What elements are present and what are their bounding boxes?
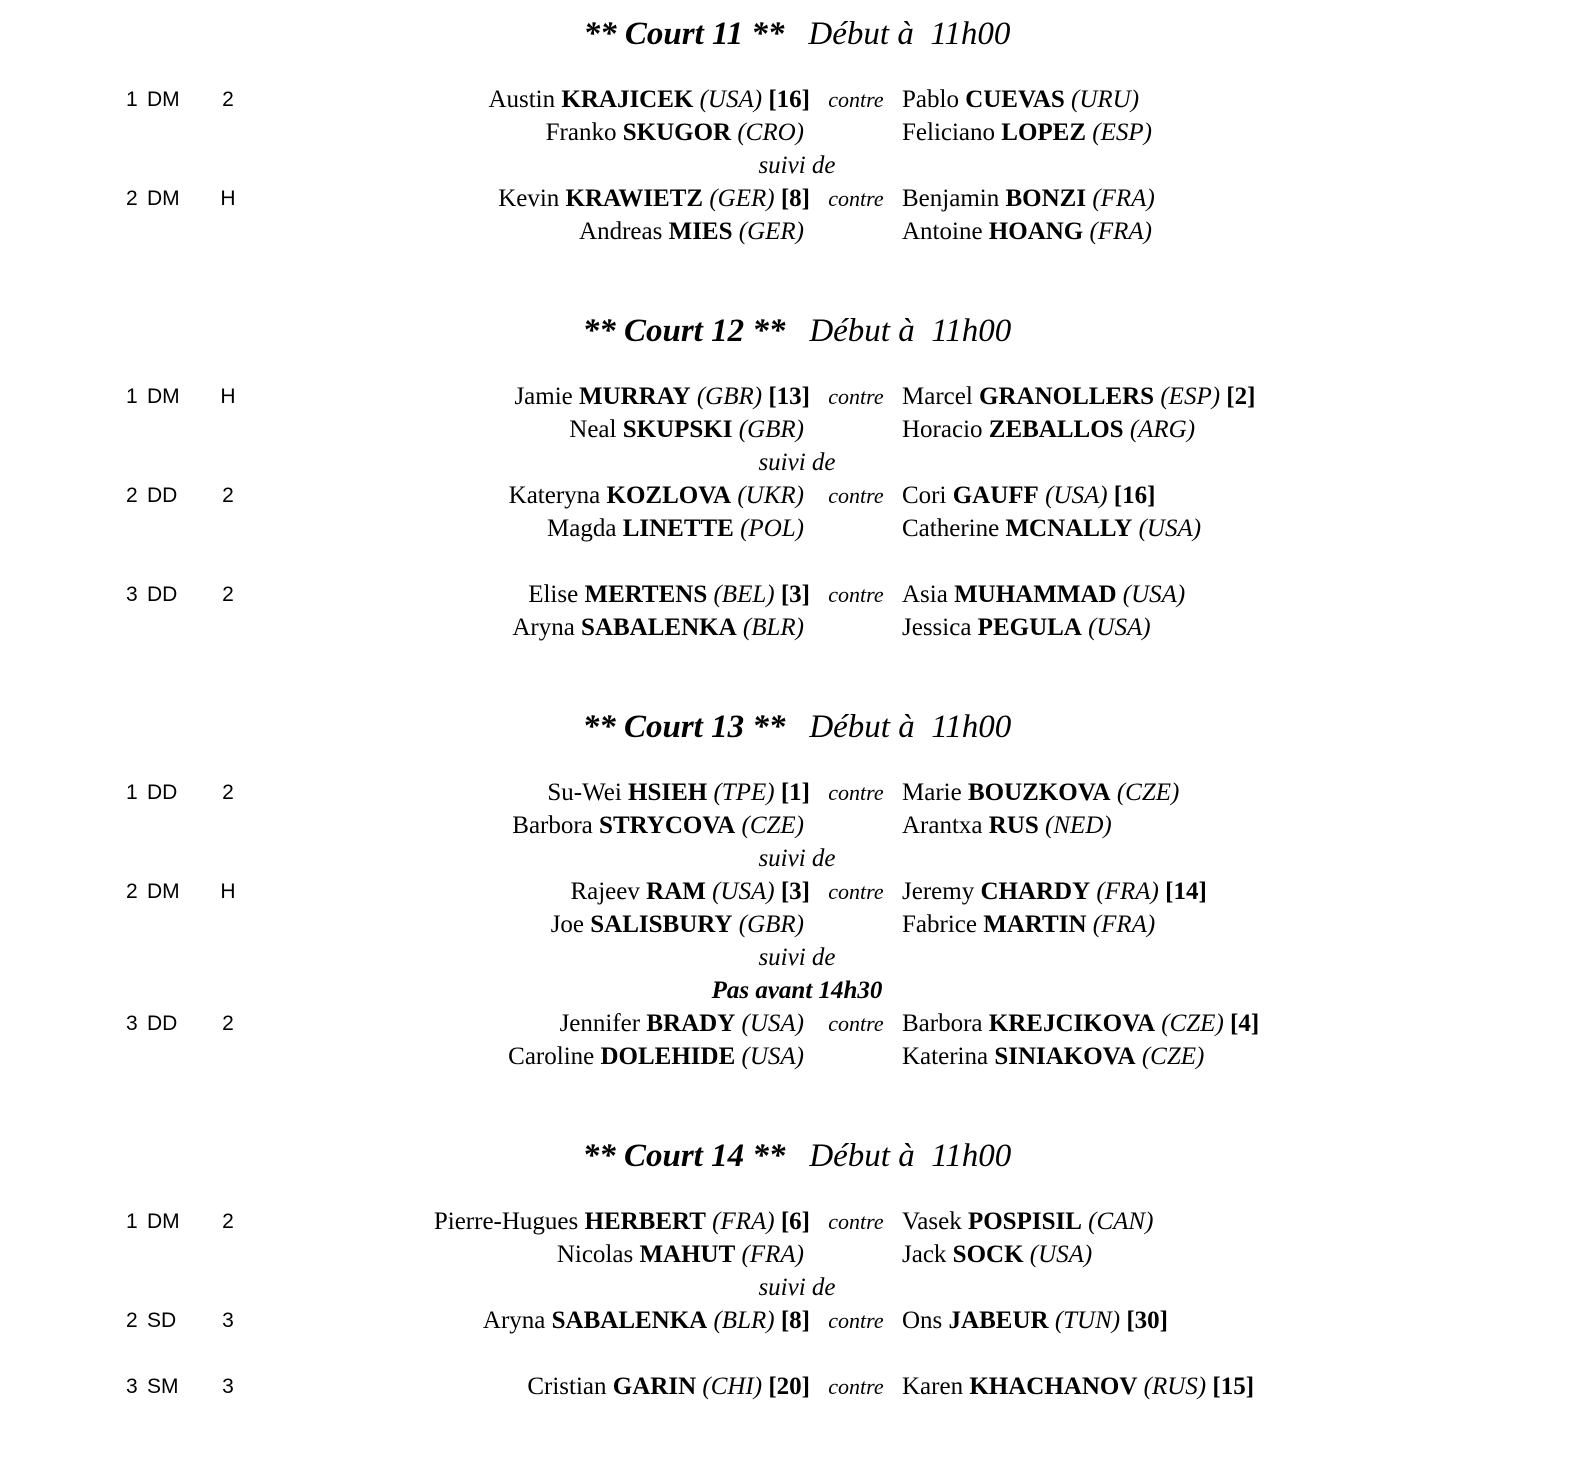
player-first-name: Catherine (902, 515, 1000, 542)
player-first-name: Aryna (482, 1307, 546, 1334)
player-first-name: Joe (550, 911, 585, 938)
player-country: (USA) (741, 1010, 804, 1037)
player-first-name: Asia (902, 581, 948, 608)
player-surname: BRADY (646, 1010, 736, 1037)
match-type: DM (147, 88, 180, 111)
player-left (512, 611, 804, 644)
player-left (547, 512, 804, 545)
player-first-name: Barbora (512, 812, 593, 839)
match-round: 2 (222, 781, 234, 804)
player-right (902, 578, 1185, 611)
player-seed: [1] (780, 779, 810, 806)
player-first-name: Pierre-Hugues (433, 1208, 579, 1235)
player-first-name: Fabrice (902, 911, 977, 938)
player-surname: KRAWIETZ (565, 185, 704, 212)
player-left (488, 83, 810, 116)
not-before-note: Pas avant 14h30 (711, 977, 883, 1004)
player-first-name: Nicolas (556, 1241, 634, 1268)
player-first-name: Barbora (902, 1010, 983, 1037)
player-left (569, 413, 804, 446)
match-order: 2 (126, 187, 138, 210)
match-order: 2 (126, 484, 138, 507)
player-right (902, 776, 1179, 809)
player-country: (ESP) (1092, 119, 1152, 146)
player-country: (GBR) (696, 383, 763, 410)
player-surname: RAM (646, 878, 706, 905)
match-order: 1 (126, 385, 138, 408)
court-title: ** Court 11 ** (583, 16, 785, 52)
player-left (514, 380, 810, 413)
player-surname: BOUZKOVA (967, 779, 1111, 806)
followed-by-label: suivi de (758, 845, 836, 872)
player-surname: SABALENKA (581, 614, 737, 641)
player-right (902, 1370, 1254, 1403)
player-first-name: Austin (488, 86, 556, 113)
player-surname: KOZLOVA (606, 482, 732, 509)
versus-label: contre (828, 780, 884, 805)
match-order: 3 (126, 1012, 138, 1035)
match-partner-row (0, 413, 1594, 446)
player-left (570, 875, 810, 908)
player-country: (ARG) (1129, 416, 1196, 443)
player-country: (USA) (699, 86, 763, 113)
player-country: (TUN) (1054, 1307, 1121, 1334)
match-round: H (220, 187, 236, 210)
player-country: (CAN) (1088, 1208, 1154, 1235)
player-surname: BONZI (1005, 185, 1087, 212)
match-type: SM (147, 1375, 179, 1398)
player-left (528, 578, 810, 611)
player-first-name: Feliciano (902, 119, 996, 146)
player-first-name: Jack (902, 1241, 947, 1268)
player-surname: MCNALLY (1005, 515, 1133, 542)
match-round: 2 (222, 484, 234, 507)
player-seed: [16] (768, 86, 810, 113)
player-surname: LOPEZ (1001, 119, 1087, 146)
player-country: (NED) (1045, 812, 1112, 839)
player-right (902, 875, 1207, 908)
player-right (902, 215, 1152, 248)
player-right (902, 1007, 1259, 1040)
player-surname: ZEBALLOS (988, 416, 1124, 443)
match-round: 2 (222, 1012, 234, 1035)
match-type: DM (147, 385, 180, 408)
player-first-name: Pablo (902, 86, 959, 113)
player-first-name: Andreas (579, 218, 663, 245)
court-start-time: Début à 11h00 (809, 1138, 1012, 1174)
court-header (0, 14, 1594, 54)
player-country: (CZE) (1161, 1010, 1224, 1037)
player-surname: MERTENS (584, 581, 708, 608)
player-right (902, 1238, 1092, 1271)
player-surname: MIES (668, 218, 733, 245)
player-first-name: Jennifer (559, 1010, 641, 1037)
court-start-time: Début à 11h00 (809, 313, 1012, 349)
player-surname: GAUFF (952, 482, 1039, 509)
player-country: (CZE) (741, 812, 804, 839)
match-type: SD (147, 1309, 177, 1332)
match-partner-row (0, 908, 1594, 941)
player-first-name: Jamie (514, 383, 573, 410)
match-row (0, 479, 1594, 512)
match-partner-row (0, 116, 1594, 149)
player-country: (BLR) (713, 1307, 775, 1334)
match-partner-row (0, 1238, 1594, 1271)
versus-label: contre (828, 87, 884, 112)
versus-label: contre (828, 186, 884, 211)
versus-label: contre (828, 879, 884, 904)
court-start-time: Début à 11h00 (808, 16, 1011, 52)
player-country: (USA) (741, 1043, 804, 1070)
player-first-name: Rajeev (570, 878, 640, 905)
match-type: DD (147, 484, 178, 507)
match-row (0, 1007, 1594, 1040)
match-type: DM (147, 187, 180, 210)
player-left (512, 809, 804, 842)
player-surname: DOLEHIDE (600, 1043, 736, 1070)
player-first-name: Aryna (512, 614, 575, 641)
followed-by-label: suivi de (758, 1274, 836, 1301)
player-first-name: Franko (545, 119, 617, 146)
player-seed: [15] (1212, 1373, 1255, 1400)
player-surname: JABEUR (948, 1307, 1049, 1334)
player-country: (FRA) (1092, 185, 1155, 212)
player-left (557, 1238, 804, 1271)
match-order: 3 (126, 583, 138, 606)
player-first-name: Kateryna (508, 482, 601, 509)
match-partner-row (0, 611, 1594, 644)
player-country: (GER) (709, 185, 775, 212)
match-round: H (220, 880, 236, 903)
player-right (902, 116, 1152, 149)
player-country: (RUS) (1143, 1373, 1207, 1400)
player-country: (USA) (1138, 515, 1202, 542)
match-row (0, 578, 1594, 611)
player-country: (ESP) (1160, 383, 1221, 410)
versus-label: contre (828, 1308, 884, 1333)
versus-label: contre (828, 1011, 884, 1036)
player-first-name: Arantxa (902, 812, 983, 839)
versus-label: contre (828, 582, 884, 607)
match-order: 2 (126, 1309, 138, 1332)
player-left (551, 908, 804, 941)
followed-by-label: suivi de (758, 944, 836, 971)
court-title: ** Court 14 ** (582, 1138, 786, 1174)
player-country: (USA) (712, 878, 775, 905)
versus-label: contre (828, 483, 884, 508)
player-country: (CRO) (737, 119, 804, 146)
match-order: 2 (126, 880, 138, 903)
player-seed: [30] (1126, 1307, 1169, 1334)
player-surname: SABALENKA (551, 1307, 708, 1334)
player-seed: [20] (768, 1373, 810, 1400)
player-first-name: Katerina (902, 1043, 989, 1070)
match-row (0, 182, 1594, 215)
followed-by-label: suivi de (758, 449, 836, 476)
player-first-name: Jeremy (902, 878, 975, 905)
player-surname: CUEVAS (965, 86, 1065, 113)
player-first-name: Ons (902, 1307, 943, 1334)
match-order: 3 (126, 1375, 138, 1398)
match-row (0, 1205, 1594, 1238)
player-surname: MUHAMMAD (954, 581, 1117, 608)
player-country: (USA) (1122, 581, 1186, 608)
court-header (0, 1136, 1594, 1176)
player-left (547, 776, 810, 809)
player-country: (BLR) (742, 614, 804, 641)
match-type: DM (147, 1210, 180, 1233)
player-country: (FRA) (1096, 878, 1159, 905)
player-surname: HERBERT (584, 1208, 706, 1235)
player-surname: MARTIN (983, 911, 1087, 938)
player-left (483, 1304, 810, 1337)
player-first-name: Cori (902, 482, 947, 509)
match-partner-row (0, 809, 1594, 842)
player-first-name: Magda (547, 515, 617, 542)
player-surname: PEGULA (977, 614, 1082, 641)
court-header (0, 707, 1594, 747)
match-row (0, 1370, 1594, 1403)
player-country: (BEL) (713, 581, 775, 608)
player-left (434, 1205, 810, 1238)
player-country: (CZE) (1116, 779, 1180, 806)
player-surname: GARIN (612, 1373, 697, 1400)
player-country: (USA) (1029, 1241, 1093, 1268)
player-country: (URU) (1071, 86, 1140, 113)
match-round: H (220, 385, 236, 408)
player-surname: MURRAY (579, 383, 691, 410)
match-row (0, 1304, 1594, 1337)
player-surname: SKUPSKI (622, 416, 733, 443)
match-type: DD (147, 583, 178, 606)
player-country: (CHI) (702, 1373, 763, 1400)
player-surname: KREJCIKOVA (988, 1010, 1156, 1037)
player-right (902, 83, 1139, 116)
player-seed: [3] (780, 878, 810, 905)
match-round: 2 (222, 1210, 234, 1233)
match-order: 1 (126, 1210, 138, 1233)
player-left (498, 182, 810, 215)
player-right (902, 1040, 1204, 1073)
player-right (902, 809, 1112, 842)
player-seed: [3] (780, 581, 810, 608)
match-order: 1 (126, 781, 138, 804)
player-seed: [8] (780, 1307, 810, 1334)
player-first-name: Su-Wei (547, 779, 622, 806)
player-country: (FRA) (712, 1208, 775, 1235)
player-left (579, 215, 804, 248)
court-start-time: Début à 11h00 (809, 709, 1012, 745)
player-surname: KRAJICEK (561, 86, 694, 113)
player-country: (CZE) (1141, 1043, 1205, 1070)
player-surname: LINETTE (622, 515, 734, 542)
player-first-name: Antoine (902, 218, 983, 245)
player-surname: KHACHANOV (969, 1373, 1138, 1400)
court-header (0, 311, 1594, 351)
player-left (509, 479, 804, 512)
player-first-name: Cristian (527, 1373, 607, 1400)
player-right (902, 1205, 1153, 1238)
match-row (0, 83, 1594, 116)
versus-label: contre (828, 384, 884, 409)
player-surname: MAHUT (639, 1241, 736, 1268)
match-partner-row (0, 1040, 1594, 1073)
player-country: (POL) (740, 515, 804, 542)
player-country: (GER) (738, 218, 804, 245)
player-right (902, 611, 1151, 644)
player-surname: SOCK (952, 1241, 1024, 1268)
match-partner-row (0, 215, 1594, 248)
player-right (902, 1304, 1168, 1337)
player-country: (USA) (1045, 482, 1108, 509)
player-first-name: Benjamin (902, 185, 1000, 212)
player-first-name: Jessica (902, 614, 972, 641)
player-seed: [14] (1165, 878, 1207, 905)
player-seed: [13] (768, 383, 810, 410)
player-left (508, 1040, 804, 1073)
versus-label: contre (828, 1209, 884, 1234)
player-first-name: Horacio (902, 416, 983, 443)
match-type: DM (147, 880, 180, 903)
player-first-name: Marie (902, 779, 962, 806)
player-seed: [16] (1113, 482, 1156, 509)
player-right (902, 182, 1155, 215)
match-round: 3 (222, 1309, 234, 1332)
player-first-name: Elise (528, 581, 579, 608)
player-surname: CHARDY (980, 878, 1091, 905)
player-country: (FRA) (741, 1241, 804, 1268)
court-title: ** Court 12 ** (582, 313, 786, 349)
player-country: (GBR) (738, 416, 804, 443)
player-surname: SALISBURY (590, 911, 733, 938)
match-round: 2 (222, 88, 234, 111)
player-right (902, 413, 1195, 446)
player-country: (GBR) (738, 911, 804, 938)
player-country: (TPE) (713, 779, 775, 806)
player-first-name: Caroline (508, 1043, 595, 1070)
player-country: (UKR) (737, 482, 804, 509)
player-seed: [8] (780, 185, 810, 212)
versus-label: contre (828, 1374, 884, 1399)
player-surname: HSIEH (628, 779, 708, 806)
player-first-name: Marcel (902, 383, 973, 410)
match-partner-row (0, 512, 1594, 545)
player-surname: GRANOLLERS (979, 383, 1155, 410)
court-title: ** Court 13 ** (582, 709, 786, 745)
player-country: (USA) (1088, 614, 1151, 641)
player-right (902, 479, 1155, 512)
player-surname: STRYCOVA (599, 812, 736, 839)
match-type: DD (147, 781, 178, 804)
player-first-name: Vasek (902, 1208, 962, 1235)
match-round: 2 (222, 583, 234, 606)
match-round: 3 (222, 1375, 234, 1398)
player-seed: [6] (780, 1208, 810, 1235)
player-first-name: Kevin (498, 185, 560, 212)
player-surname: RUS (988, 812, 1039, 839)
player-country: (FRA) (1092, 911, 1156, 938)
player-country: (FRA) (1089, 218, 1152, 245)
match-type: DD (147, 1012, 178, 1035)
followed-by-label: suivi de (758, 152, 836, 179)
player-left (546, 116, 804, 149)
player-surname: SKUGOR (622, 119, 732, 146)
player-left (560, 1007, 804, 1040)
match-row (0, 380, 1594, 413)
player-first-name: Karen (902, 1373, 964, 1400)
match-row (0, 776, 1594, 809)
player-right (902, 380, 1255, 413)
match-row (0, 875, 1594, 908)
player-surname: SINIAKOVA (994, 1043, 1136, 1070)
player-surname: POSPISIL (967, 1208, 1082, 1235)
player-left (527, 1370, 810, 1403)
player-right (902, 512, 1201, 545)
player-seed: [4] (1230, 1010, 1260, 1037)
player-right (902, 908, 1155, 941)
match-order: 1 (126, 88, 138, 111)
player-seed: [2] (1226, 383, 1256, 410)
player-first-name: Neal (569, 416, 617, 443)
player-surname: HOANG (988, 218, 1084, 245)
